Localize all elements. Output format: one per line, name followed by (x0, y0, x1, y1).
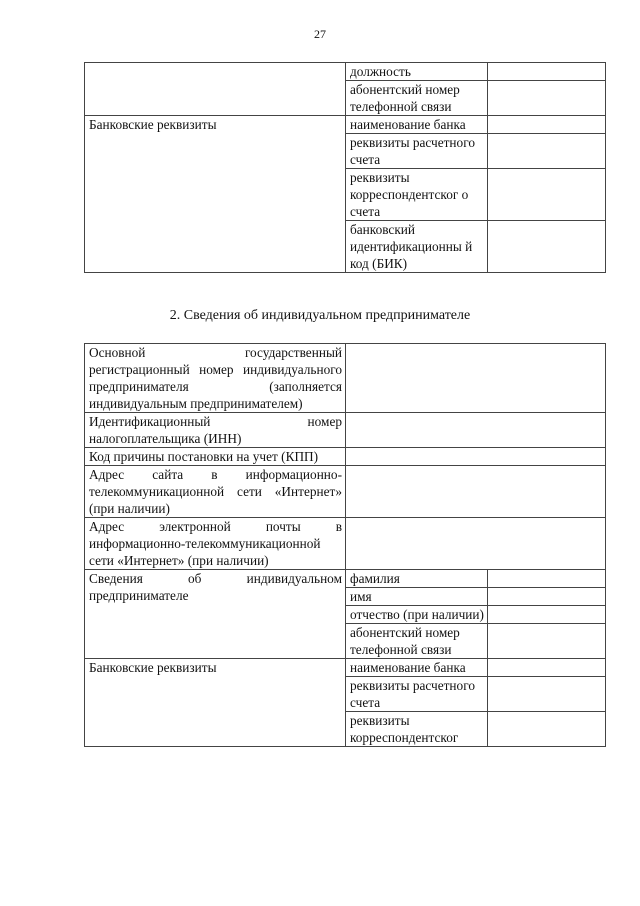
website-label: Адрес сайта в информационно-телекоммуникационной сети «Интернет» (при наличии) (85, 466, 346, 518)
table-row (85, 63, 606, 81)
field-value-cell[interactable] (488, 116, 606, 134)
field-value-cell[interactable] (488, 221, 606, 273)
field-label-settlement-account: реквизиты расчетного счета (346, 677, 488, 712)
field-label-patronymic: отчество (при наличии) (346, 606, 488, 624)
email-value-cell[interactable] (346, 518, 606, 570)
entrepreneur-details-table (84, 343, 606, 747)
field-label-phone: абонентский номер телефонной связи (346, 624, 488, 659)
table-cell (85, 63, 346, 116)
section-heading: 2. Сведения об индивидуальном предпринимателе (169, 308, 471, 323)
table-row (85, 116, 606, 134)
field-value-cell[interactable] (488, 624, 606, 659)
field-label-settlement-account: реквизиты расчетного счета (346, 134, 488, 169)
field-label-bank-name: наименование банка (346, 116, 488, 134)
entrepreneur-info-label: Сведения об индивидуальном предпринимателе (85, 570, 346, 659)
page-number: 27 (314, 27, 326, 41)
field-value-cell[interactable] (488, 588, 606, 606)
field-value-cell[interactable] (488, 134, 606, 169)
field-value-cell[interactable] (488, 659, 606, 677)
field-value-cell[interactable] (488, 169, 606, 221)
email-label: Адрес электронной почты в информационно-телекоммуникационной сети «Интернет» (при наличии) (85, 518, 346, 570)
field-value-cell[interactable] (488, 63, 606, 81)
bank-details-label: Банковские реквизиты (85, 659, 346, 747)
ogrnip-label: Основной государственный регистрационный номер индивидуального предпринимателя (заполняется индивидуальным предпринимателем) (85, 344, 346, 413)
inn-value-cell[interactable] (346, 413, 606, 448)
kpp-label: Код причины постановки на учет (КПП) (85, 448, 346, 466)
website-value-cell[interactable] (346, 466, 606, 518)
inn-label: Идентификационный номер налогоплательщика (ИНН) (85, 413, 346, 448)
table-row (85, 413, 606, 448)
field-label-name: имя (346, 588, 488, 606)
kpp-value-cell[interactable] (346, 448, 606, 466)
field-label-position: должность (346, 63, 488, 81)
field-value-cell[interactable] (488, 570, 606, 588)
field-label-surname: фамилия (346, 570, 488, 588)
ogrnip-value-cell[interactable] (346, 344, 606, 413)
table-row (85, 518, 606, 570)
field-value-cell[interactable] (488, 677, 606, 712)
bank-details-label: Банковские реквизиты (85, 116, 346, 273)
field-label-correspondent-account: реквизиты корреспондентског о счета (346, 169, 488, 221)
field-label-bank-name: наименование банка (346, 659, 488, 677)
legal-entity-details-table (84, 62, 606, 273)
field-value-cell[interactable] (488, 606, 606, 624)
table-row (85, 466, 606, 518)
table-row (85, 659, 606, 677)
field-label-phone: абонентский номер телефонной связи (346, 81, 488, 116)
field-value-cell[interactable] (488, 81, 606, 116)
field-value-cell[interactable] (488, 712, 606, 747)
field-label-correspondent-account: реквизиты корреспондентског (346, 712, 488, 747)
table-row (85, 448, 606, 466)
table-row (85, 570, 606, 588)
table-row (85, 344, 606, 413)
field-label-bik: банковский идентификационны й код (БИК) (346, 221, 488, 273)
